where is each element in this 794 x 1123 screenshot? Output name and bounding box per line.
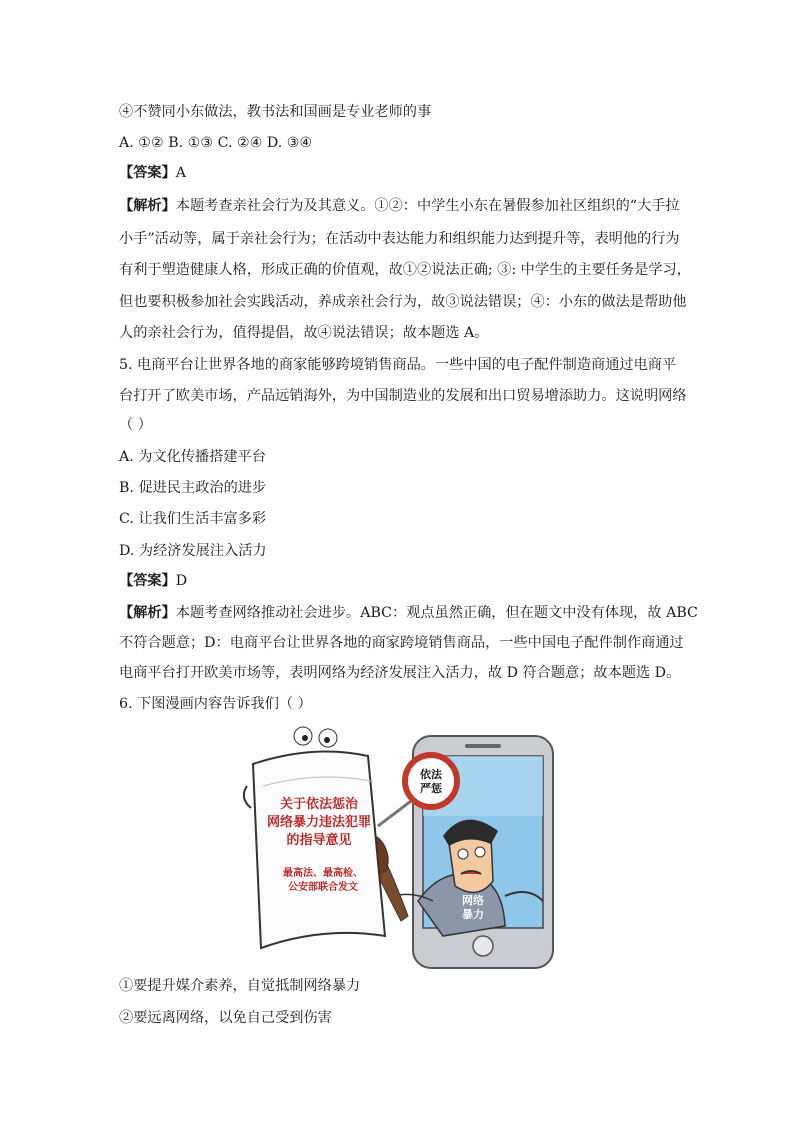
shirt-label-line: 网络 [462,894,484,907]
prev-option-4: ④不赞同小东做法，教书法和国画是专业老师的事 [119,104,432,120]
doc-issuer-line: 公安部联合发文 [288,882,358,893]
prev-analysis-line: 有利于塑造健康人格，形成正确的价值观，故①②说法正确; ③: 中学生的主要任务是学习， [119,262,691,278]
prev-analysis-line [119,196,680,216]
doc-title-line: 的指导意见 [286,833,352,848]
prev-analysis-line: 人的亲社会行为，值得提倡，故④说法错误；故本题选 A。 [119,325,489,341]
q5-stem-line: （ ） [119,417,152,433]
comic-illustration [243,726,559,972]
analysis-label: 【解析】 [119,198,176,214]
q5-option-a: A. 为文化传播搭建平台 [119,449,266,465]
prev-analysis-line: 但也要积极参加社会实践活动，养成亲社会行为，故③说法错误；④：小东的做法是帮助他 [119,294,687,310]
q5-stem-line: 台打开了欧美市场，产品远销海外，为中国制造业的发展和出口贸易增添助力。这说明网络 [119,388,687,404]
q5-option-d: D. 为经济发展注入活力 [119,543,267,559]
answer-value: D [175,573,188,589]
q6-option-2: ②要远离网络，以免自己受到伤害 [119,1010,332,1026]
q5-answer [119,571,187,591]
guideline-document-illustration [244,727,385,948]
analysis-text: 本题考查亲社会行为及其意义。①②：中学生小东在暑假参加社区组织的“大手拉 [175,198,680,214]
prev-answer [119,163,186,183]
q6-stem: 6. 下图漫画内容告诉我们（ ） [119,696,312,712]
analysis-label: 【解析】 [119,605,176,621]
doc-title-line: 关于依法惩治 [279,797,359,812]
q5-option-b: B. 促进民主政治的进步 [119,480,267,496]
q5-option-c: C. 让我们生活丰富多彩 [119,511,267,527]
q5-analysis-line: 不符合题意；D：电商平台让世界各地的商家跨境销售商品，一些中国电子配件制作商通过 [119,635,684,651]
q5-analysis-line [119,603,698,623]
answer-label: 【答案】 [119,573,176,589]
answer-label: 【答案】 [119,165,176,181]
doc-title-line: 网络暴力违法犯罪 [266,815,372,830]
prev-analysis-line: 小手”活动等，属于亲社会行为；在活动中表达能力和组织能力达到提升等，表明他的行为 [119,231,680,247]
analysis-text: 本题考查网络推动社会进步。ABC：观点虽然正确，但在题文中没有体现，故 ABC [175,605,698,621]
sign-label-line: 严惩 [420,782,442,795]
answer-value: A [175,165,187,181]
sign-label-line: 依法 [420,768,442,781]
q5-stem-line: 5. 电商平台让世界各地的商家能够跨境销售商品。一些中国的电子配件制造商通过电商平 [119,357,677,373]
q6-option-1: ①要提升媒介素养，自觉抵制网络暴力 [119,978,361,994]
shirt-label-line: 暴力 [462,908,484,921]
q5-analysis-line: 电商平台打开欧美市场等，表明网络为经济发展注入活力，故 D 符合题意；故本题选 D。 [119,665,681,681]
prev-choices: A. ①② B. ①③ C. ②④ D. ③④ [119,135,313,151]
doc-issuer-line: 最高法、最高检、 [283,868,363,879]
